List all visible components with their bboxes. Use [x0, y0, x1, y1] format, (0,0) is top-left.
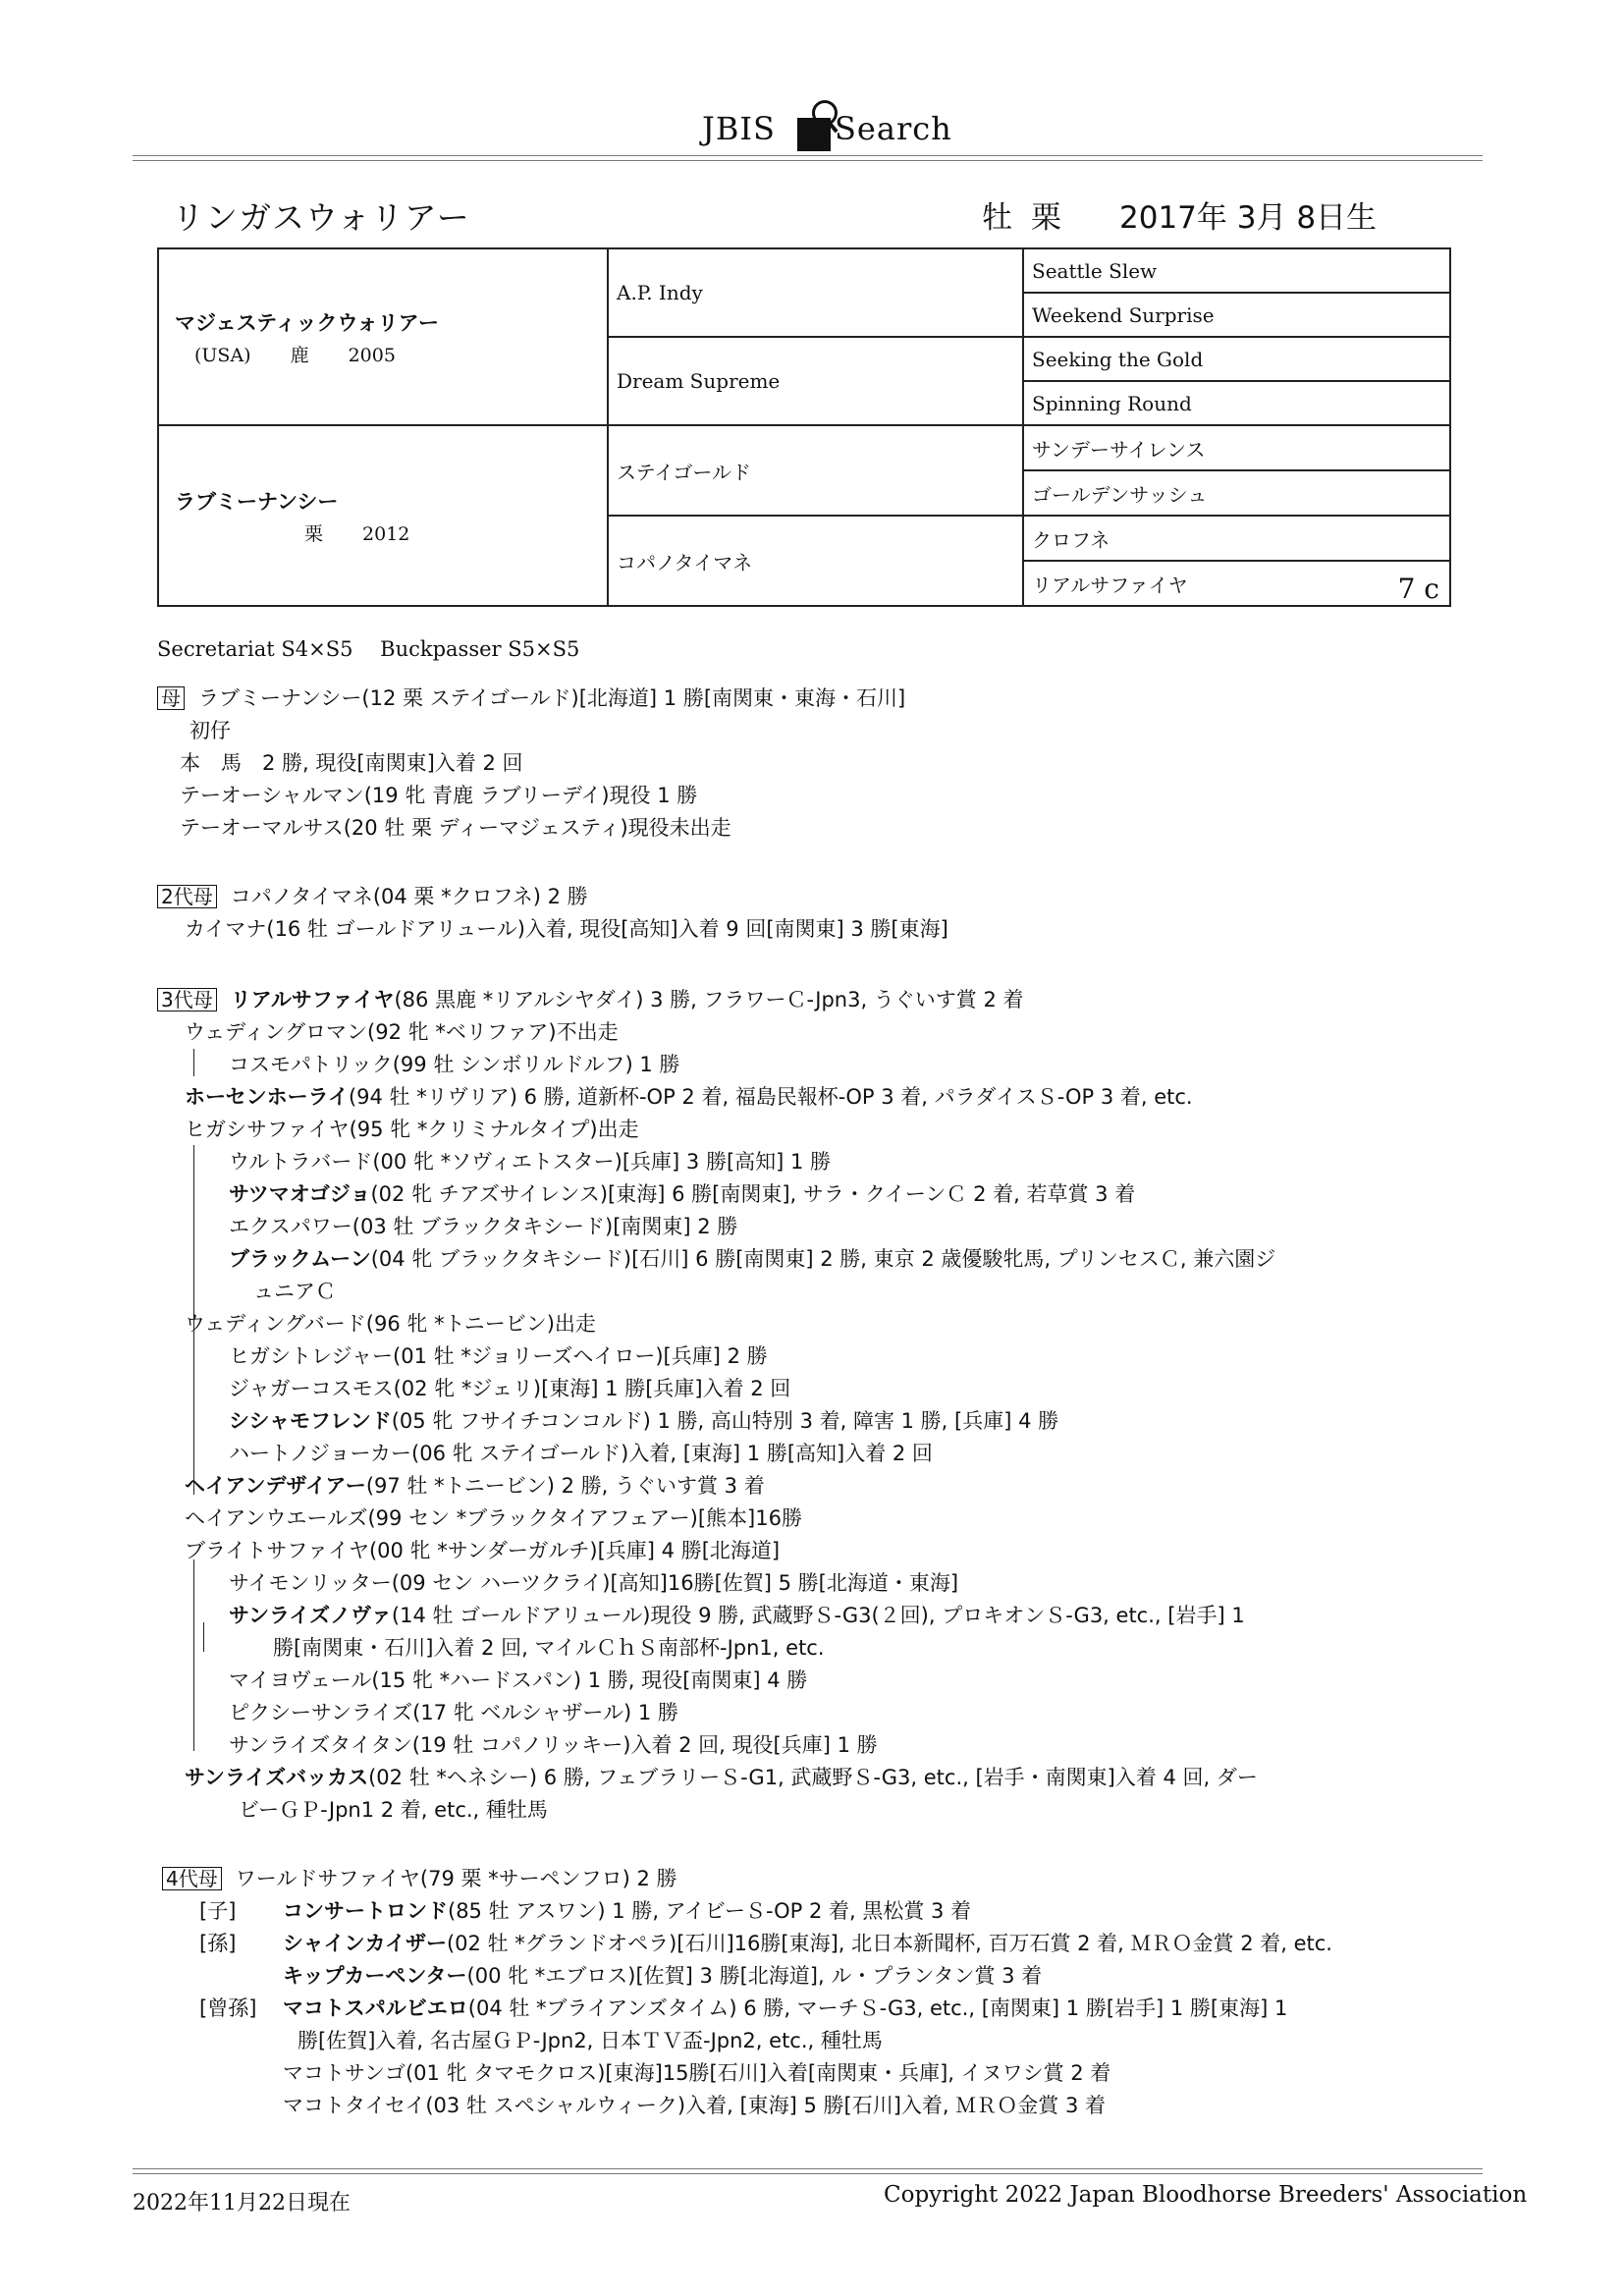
sire-year: 2005	[348, 344, 396, 366]
horse-color: 栗	[1031, 200, 1061, 236]
horse-birth: 2017年 3月 8日生	[1119, 200, 1378, 236]
pedigree-gen3-2: Weekend Surprise	[1023, 293, 1450, 337]
third-dam-line: ウルトラバード(00 牝 *ソヴィエトスター)[兵庫] 3 勝[高知] 1 勝	[229, 1150, 832, 1174]
jbis-search-logo	[702, 96, 952, 155]
third-dam-line: サンライズバッカス(02 牡 *ヘネシー) 6 勝, フェブラリーＳ-G1, 武蔵野Ｓ-G3, etc., [岩手・南関東]入着 4 回, ダー	[185, 1766, 1258, 1789]
dam-line: テーオーシャルマン(19 牝 青鹿 ラブリーデイ)現役 1 勝	[180, 784, 698, 807]
third-dam-line: ウェディングロマン(92 牝 *ベリファア)不出走	[185, 1020, 619, 1044]
dam-info	[304, 519, 599, 546]
third-dam-line: ヘイアンウエールズ(99 セン *ブラックタイアフェアー)[熊本]16勝	[185, 1506, 802, 1530]
tree-bar	[193, 1336, 194, 1463]
pedigree-dam-cell	[158, 425, 608, 606]
third-dam-line: ジャガーコスモス(02 牝 *ジェリ)[東海] 1 勝[兵庫]入着 2 回	[229, 1377, 791, 1400]
third-dam-line: マイヨヴェール(15 牝 *ハードスパン) 1 勝, 現役[南関東] 4 勝	[229, 1668, 808, 1692]
third-dam-line: ピクシーサンライズ(17 牝 ベルシャザール) 1 勝	[229, 1701, 678, 1724]
footer-copyright: Copyright 2022 Japan Bloodhorse Breeders' Association	[884, 2182, 1528, 2208]
fourth-dam-line: [孫] シャインカイザー(02 牡 *グランドオペラ)[石川]16勝[東海], 北日本新聞杯, 百万石賞 2 着, ＭＲＯ金賞 2 着, etc.	[199, 1932, 1332, 1955]
logo-text-search: Search	[835, 110, 952, 147]
horse-name: リンガスウォリアー	[172, 198, 470, 237]
pedigree-gen3-5: サンデーサイレンス	[1023, 425, 1450, 470]
tree-bar	[203, 1622, 204, 1652]
pedigree-gen3-6: ゴールデンサッシュ	[1023, 470, 1450, 516]
dam-label: 母	[157, 686, 185, 710]
third-dam-line: ブラックムーン(04 牝 ブラックタキシード)[石川] 6 勝[南関東] 2 勝, 東京 2 歳優駿牝馬, プリンセスＣ, 兼六園ジ	[229, 1247, 1276, 1271]
third-dam-line: サンライズノヴァ(14 牡 ゴールドアリュール)現役 9 勝, 武蔵野Ｓ-G3(２回), プロキオンＳ-G3, etc., [岩手] 1	[229, 1604, 1245, 1627]
dam-line: 本 馬 2 勝, 現役[南関東]入着 2 回	[180, 751, 523, 775]
third-dam-line: ヘイアンデザイアー(97 牡 *トニービン) 2 勝, うぐいす賞 3 着	[185, 1474, 765, 1498]
third-dam-line: 勝[南関東・石川]入着 2 回, マイルＣｈＳ南部杯-Jpn1, etc.	[273, 1636, 825, 1660]
pedigree-gen3-7: クロフネ	[1023, 516, 1450, 561]
pedigree-gen2-4: コパノタイマネ	[608, 516, 1023, 606]
second-dam-header-line	[157, 881, 588, 910]
third-dam-line: エクスパワー(03 牡 ブラックタキシード)[南関東] 2 勝	[229, 1215, 738, 1238]
third-dam-header-line	[157, 984, 1024, 1013]
sire-info	[194, 341, 599, 367]
fourth-dam-header: ワールドサファイヤ(79 栗 *サーペンフロ) 2 勝	[235, 1867, 677, 1890]
sire-color: 鹿	[290, 344, 309, 366]
fourth-dam-label: 4代母	[162, 1867, 222, 1890]
third-dam-label: 3代母	[157, 988, 217, 1011]
third-dam-line: サツマオゴジョ(02 牝 チアズサイレンス)[東海] 6 勝[南関東], サラ・クイーンＣ 2 着, 若草賞 3 着	[229, 1182, 1136, 1206]
pedigree-sire-cell	[158, 248, 608, 425]
third-dam-line: ヒガシトレジャー(01 牡 *ジョリーズヘイロー)[兵庫] 2 勝	[229, 1344, 768, 1368]
dam-color: 栗	[304, 522, 324, 545]
tree-bar	[193, 1559, 194, 1751]
fourth-dam-line: マコトサンゴ(01 牝 タマモクロス)[東海]15勝[石川]入着[南関東・兵庫], イヌワシ賞 2 着	[283, 2061, 1111, 2085]
third-dam-line: ビーＧＰ-Jpn1 2 着, etc., 種牡馬	[239, 1798, 548, 1822]
third-dam-line: ホーセンホーライ(94 牡 *リヴリア) 6 勝, 道新杯-OP 2 着, 福島民報杯-OP 3 着, パラダイスＳ-OP 3 着, etc.	[185, 1085, 1193, 1109]
sire-country: (USA)	[194, 344, 251, 366]
dam-header: ラブミーナンシー(12 栗 ステイゴールド)[北海道] 1 勝[南関東・東海・石川]	[198, 686, 906, 710]
third-dam-header: (86 黒鹿 *リアルシヤダイ) 3 勝, フラワーＣ-Jpn3, うぐいす賞 2 着	[394, 988, 1024, 1011]
pedigree-table	[157, 247, 1451, 607]
third-dam-line: サイモンリッター(09 セン ハーツクライ)[高知]16勝[佐賀] 5 勝[北海道・東海]	[229, 1571, 959, 1595]
logo-text-jbis: JBIS	[702, 110, 776, 147]
family-number: 7 c	[1397, 573, 1439, 605]
dam-line: テーオーマルサス(20 牡 栗 ディーマジェスティ)現役未出走	[180, 816, 731, 840]
third-dam-line: ハートノジョーカー(06 牝 ステイゴールド)入着, [東海] 1 勝[高知]入着 2 回	[229, 1442, 933, 1465]
fourth-dam-header-line	[162, 1863, 677, 1892]
tree-bar	[193, 1049, 194, 1076]
inbreeding-line: Secretariat S4×S5 Buckpasser S5×S5	[157, 637, 580, 661]
pedigree-gen2-3: ステイゴールド	[608, 425, 1023, 516]
pedigree-gen3-1: Seattle Slew	[1023, 248, 1450, 293]
pedigree-gen3-8	[1023, 561, 1450, 606]
third-dam-line: シシャモフレンド(05 牝 フサイチコンコルド) 1 勝, 高山特別 3 着, 障害 1 勝, [兵庫] 4 勝	[229, 1409, 1059, 1433]
header-rule	[133, 155, 1483, 161]
pedigree-gen3-3: Seeking the Gold	[1023, 337, 1450, 381]
third-dam-line: ヒガシサファイヤ(95 牝 *クリミナルタイプ)出走	[185, 1118, 639, 1141]
fourth-dam-line: マコトタイセイ(03 牡 スペシャルウィーク)入着, [東海] 5 勝[石川]入着, ＭＲＯ金賞 3 着	[283, 2094, 1106, 2117]
third-dam-name: リアルサファイヤ	[230, 988, 395, 1011]
gen3-8-name: リアルサファイヤ	[1032, 573, 1188, 597]
dam-line: 初仔	[189, 719, 231, 742]
pedigree-gen3-4: Spinning Round	[1023, 381, 1450, 425]
fourth-dam-line: キップカーペンター(00 牝 *エブロス)[佐賀] 3 勝[北海道], ル・プランタン賞 3 着	[283, 1964, 1043, 1988]
footer-date: 2022年11月22日現在	[133, 2191, 351, 2215]
second-dam-line: カイマナ(16 牡 ゴールドアリュール)入着, 現役[高知]入着 9 回[南関東] 3 勝[東海]	[185, 917, 948, 941]
second-dam-header: コパノタイマネ(04 栗 *クロフネ) 2 勝	[230, 885, 588, 908]
dam-header-line	[157, 683, 905, 712]
third-dam-line: コスモパトリック(99 牡 シンボリルドルフ) 1 勝	[229, 1053, 680, 1076]
pedigree-gen2-2: Dream Supreme	[608, 337, 1023, 425]
horse-sex: 牡	[982, 200, 1012, 236]
fourth-dam-line: 勝[佐賀]入着, 名古屋ＧＰ-Jpn2, 日本ＴＶ盃-Jpn2, etc., 種牡馬	[298, 2029, 883, 2052]
third-dam-line: ブライトサファイヤ(00 牝 *サンダーガルチ)[兵庫] 4 勝[北海道]	[185, 1539, 781, 1562]
footer-rule	[133, 2168, 1483, 2174]
third-dam-line: ュニアＣ	[253, 1280, 336, 1303]
dam-name: ラブミーナンシー	[175, 489, 339, 514]
second-dam-label: 2代母	[157, 885, 217, 908]
sire-name: マジェスティックウォリアー	[175, 310, 440, 335]
dam-year: 2012	[362, 522, 410, 545]
third-dam-line: ウェディングバード(96 牝 *トニービン)出走	[185, 1312, 596, 1336]
third-dam-line: サンライズタイタン(19 牡 コパノリッキー)入着 2 回, 現役[兵庫] 1 勝	[229, 1733, 878, 1757]
fourth-dam-line: [子] コンサートロンド(85 牡 アスワン) 1 勝, アイビーＳ-OP 2 着, 黒松賞 3 着	[199, 1899, 972, 1923]
fourth-dam-line: [曾孫] マコトスパルビエロ(04 牡 *ブライアンズタイム) 6 勝, マーチＳ-G3, etc., [南関東] 1 勝[岩手] 1 勝[東海] 1	[199, 1996, 1288, 2020]
pedigree-gen2-1: A.P. Indy	[608, 248, 1023, 337]
